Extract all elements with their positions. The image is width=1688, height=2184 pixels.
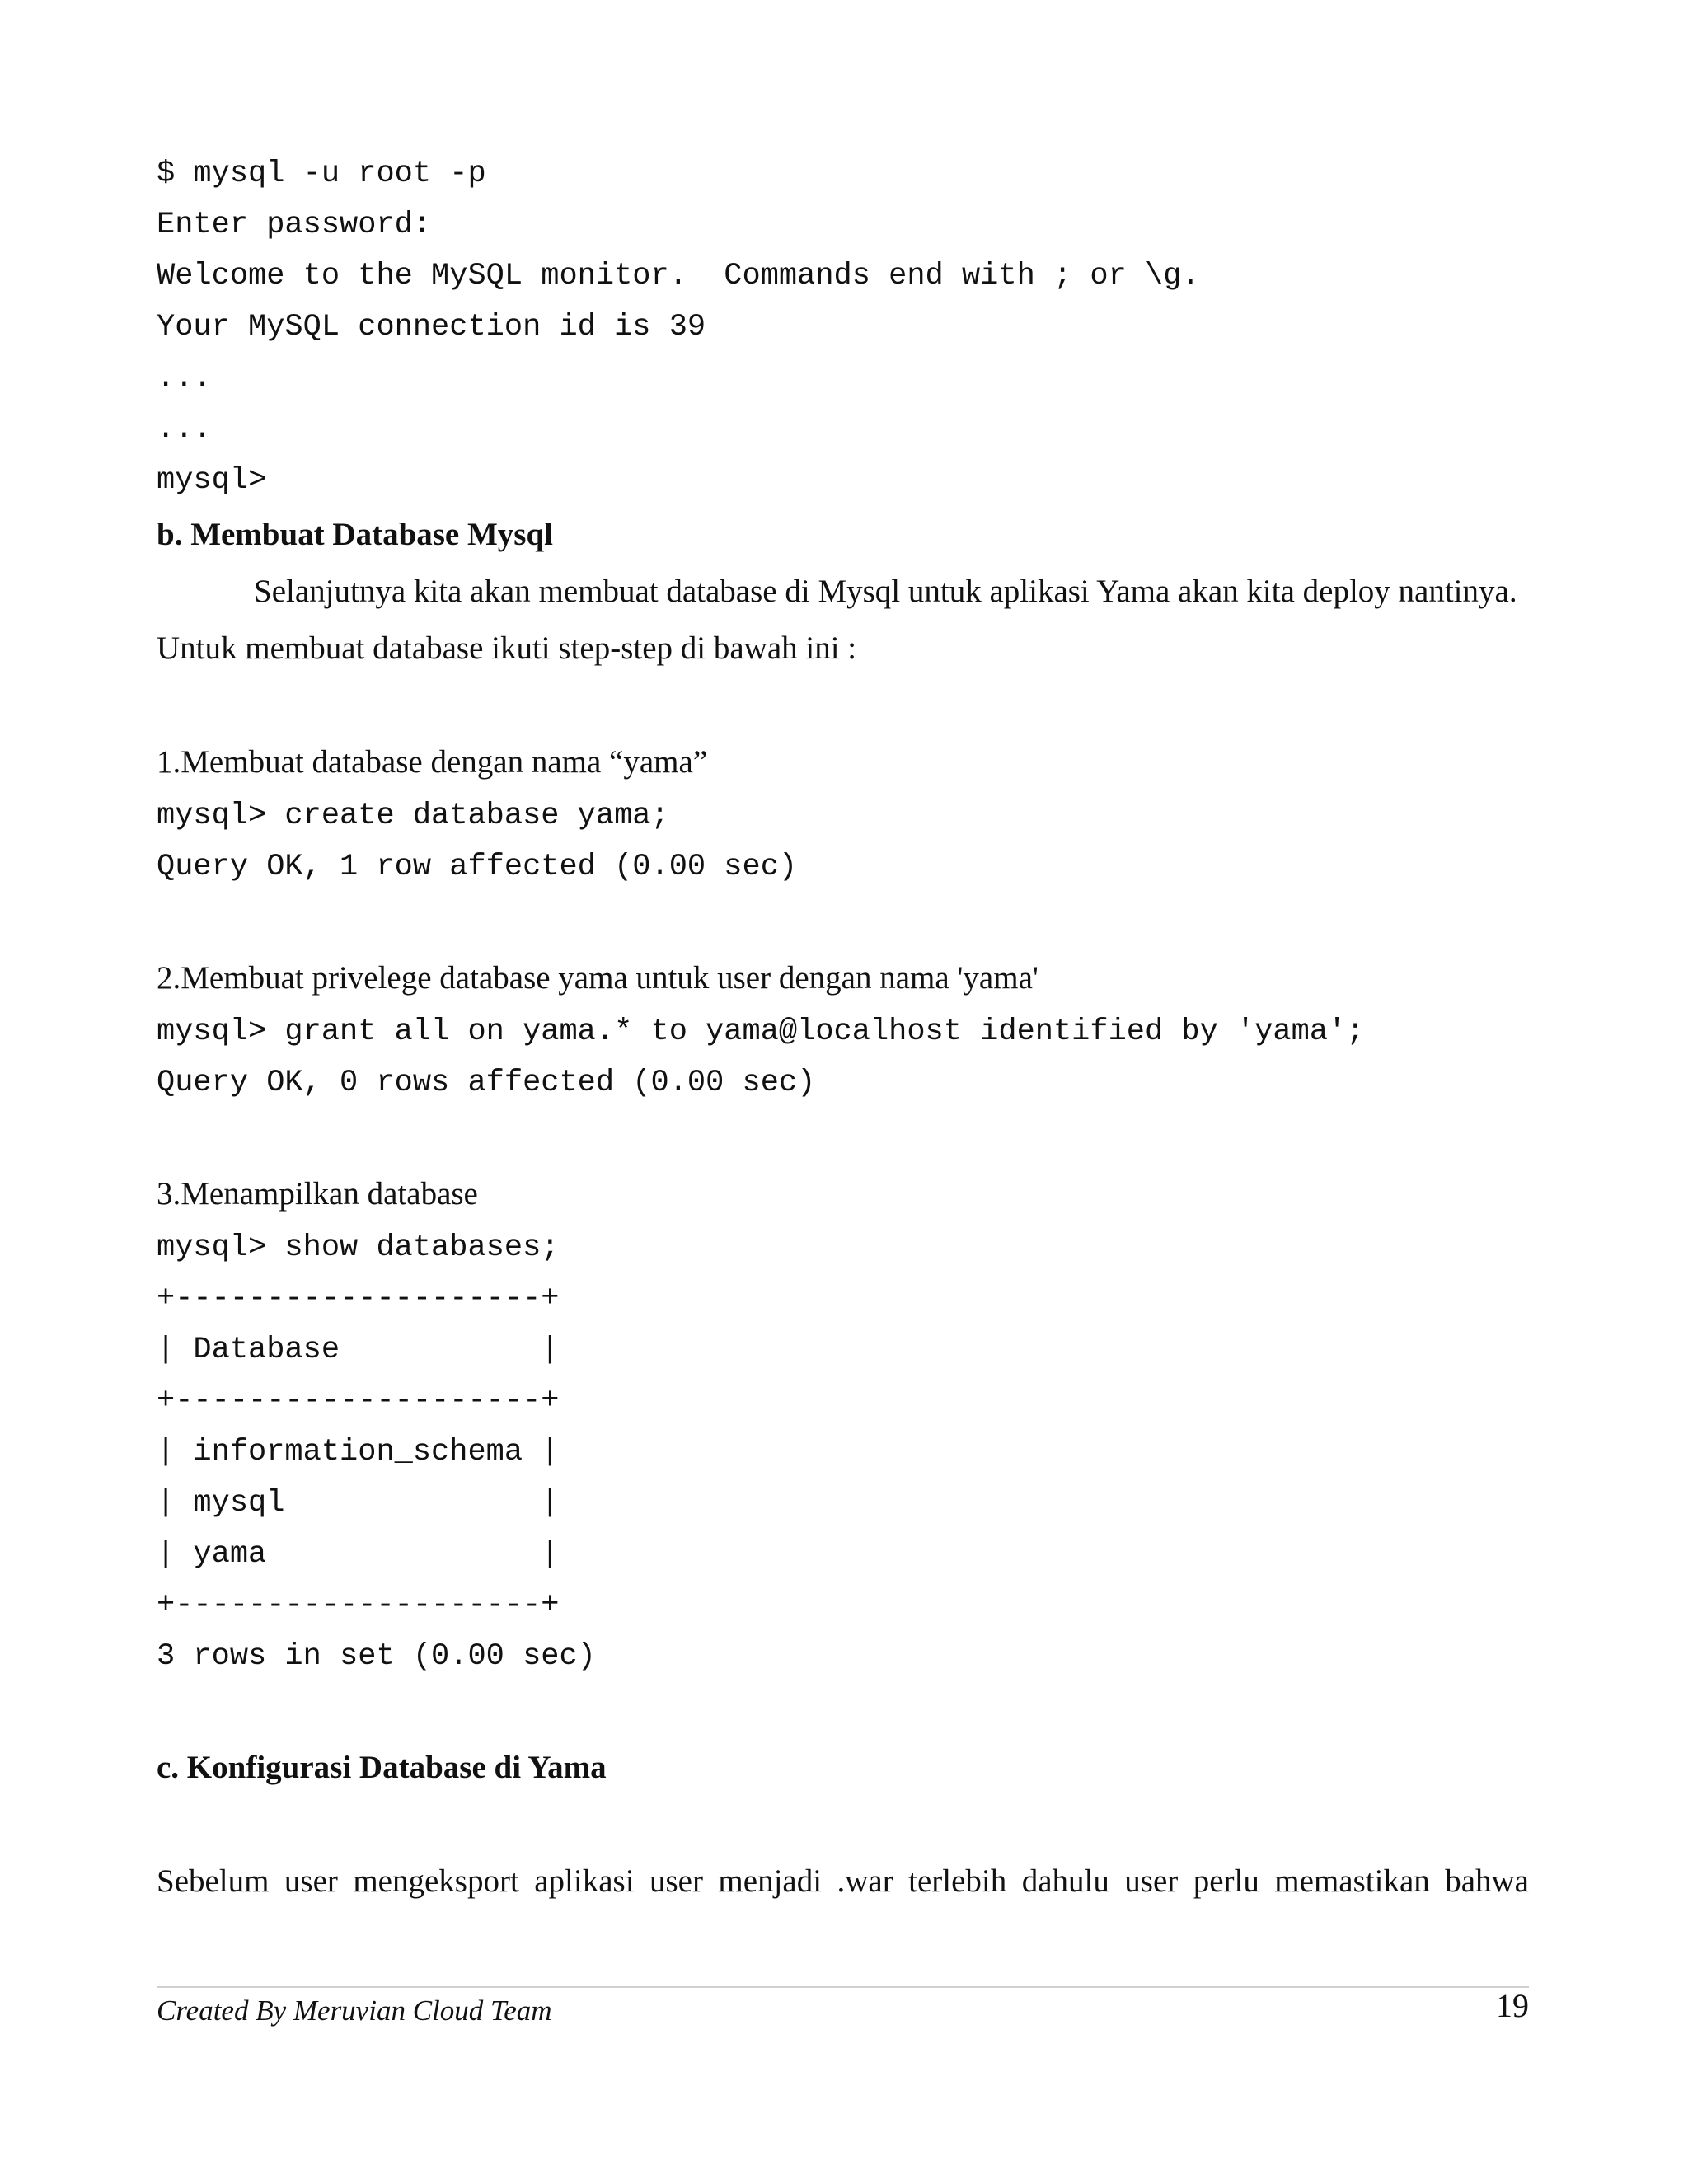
mysql-login-code-block [157, 148, 1529, 506]
section-b-heading: b. Membuat Database Mysql [157, 517, 554, 552]
code-line: +--------------------+ [157, 1384, 560, 1418]
code-line: Welcome to the MySQL monitor. Commands end with ; or \g. [157, 259, 1200, 293]
step-2 [157, 949, 1529, 1108]
section-b-paragraph-2: Untuk membuat database ikuti step-step di bawah ini : [157, 630, 857, 666]
code-line: ... [157, 361, 212, 396]
code-line: mysql> create database yama; [157, 799, 669, 833]
spacer [157, 1796, 1529, 1853]
code-line: ... [157, 412, 212, 447]
code-line: 3 rows in set (0.00 sec) [157, 1639, 596, 1674]
section-c-paragraph-1: Sebelum user mengeksport aplikasi user menjadi .war terlebih dahulu user perlu memastikan bahwa [157, 1863, 1529, 1899]
code-line: | Database | [157, 1333, 560, 1367]
page-content [157, 148, 1529, 1910]
code-line: mysql> grant all on yama.* to yama@localhost identified by 'yama'; [157, 1015, 1365, 1049]
section-c-heading: c. Konfigurasi Database di Yama [157, 1750, 607, 1785]
code-line: | information_schema | [157, 1435, 560, 1469]
step-3 [157, 1165, 1529, 1682]
spacer [157, 677, 1529, 733]
page-number: 19 [1496, 1987, 1529, 2024]
code-line: +--------------------+ [157, 1588, 560, 1623]
code-line: | yama | [157, 1537, 560, 1572]
code-line: Enter password: [157, 208, 432, 242]
code-line: Query OK, 1 row affected (0.00 sec) [157, 850, 798, 884]
spacer [157, 893, 1529, 949]
code-line: mysql> show databases; [157, 1230, 560, 1265]
step-title: 2.Membuat privelege database yama untuk user dengan nama 'yama' [157, 960, 1039, 996]
spacer [157, 1682, 1529, 1739]
spacer [157, 1108, 1529, 1165]
code-line: +--------------------+ [157, 1282, 560, 1316]
code-line: mysql> [157, 463, 267, 498]
step-title: 3.Menampilkan database [157, 1176, 478, 1212]
code-line: Query OK, 0 rows affected (0.00 sec) [157, 1066, 816, 1100]
footer-credit: Created By Meruvian Cloud Team [157, 1994, 552, 2027]
section-b-paragraph-1: Selanjutnya kita akan membuat database di Mysql untuk aplikasi Yama akan kita deploy nantinya. [254, 574, 1517, 609]
code-line: | mysql | [157, 1486, 560, 1521]
step-title: 1.Membuat database dengan nama “yama” [157, 744, 708, 780]
code-line: $ mysql -u root -p [157, 157, 486, 191]
step-1 [157, 733, 1529, 893]
code-line: Your MySQL connection id is 39 [157, 310, 706, 344]
